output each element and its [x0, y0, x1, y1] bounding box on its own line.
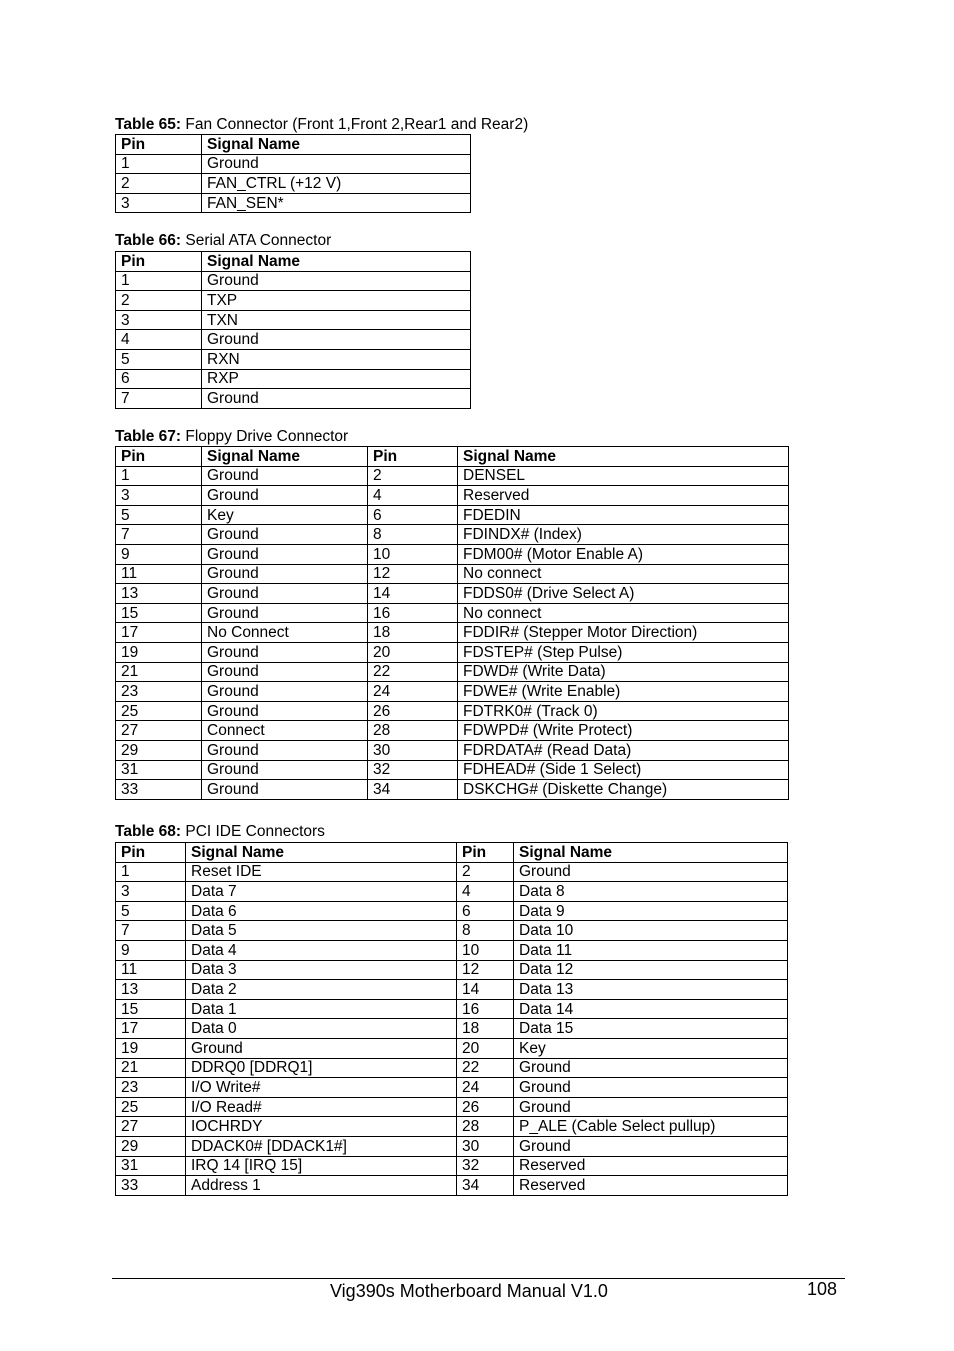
pin-cell: 13 [116, 584, 202, 604]
pin-cell: 22 [457, 1058, 514, 1078]
table-row [116, 740, 789, 760]
pin-cell: 8 [457, 921, 514, 941]
pin-cell: 7 [116, 921, 186, 941]
signal-name-cell: Reserved [514, 1156, 788, 1176]
signal-name-cell: Ground [202, 466, 368, 486]
signal-name-cell: Ground [202, 271, 471, 291]
pin-cell: 21 [116, 662, 202, 682]
pin-cell: 2 [116, 291, 202, 311]
pin-cell: 25 [116, 1097, 186, 1117]
column-header: Pin [116, 252, 202, 272]
signal-name-cell: Ground [202, 389, 471, 409]
signal-name-cell: I/O Write# [186, 1078, 457, 1098]
table-row [116, 1078, 788, 1098]
pin-cell: 14 [457, 980, 514, 1000]
column-header: Pin [116, 843, 186, 863]
signal-name-cell: Data 9 [514, 901, 788, 921]
pin-cell: 3 [116, 882, 186, 902]
table-row [116, 701, 789, 721]
signal-name-cell: FDWPD# (Write Protect) [458, 721, 789, 741]
pin-cell: 4 [457, 882, 514, 902]
table-row [116, 154, 471, 174]
pin-cell: 1 [116, 154, 202, 174]
table-row [116, 310, 471, 330]
pin-cell: 23 [116, 682, 202, 702]
signal-name-cell: Ground [202, 330, 471, 350]
column-header: Pin [368, 447, 458, 467]
signal-name-cell: FDSTEP# (Step Pulse) [458, 642, 789, 662]
pin-cell: 17 [116, 623, 202, 643]
signal-name-cell: Data 1 [186, 999, 457, 1019]
table-row [116, 525, 789, 545]
table-row [116, 642, 789, 662]
table-row [116, 193, 471, 213]
table-66-caption [115, 232, 331, 250]
column-header: Signal Name [202, 135, 471, 155]
pin-cell: 19 [116, 642, 202, 662]
pin-cell: 30 [457, 1136, 514, 1156]
table-67-caption [115, 428, 348, 446]
table-header-row [116, 252, 471, 272]
table-row [116, 980, 788, 1000]
table-row [116, 603, 789, 623]
pin-cell: 17 [116, 1019, 186, 1039]
signal-name-cell: Ground [202, 760, 368, 780]
signal-name-cell: FDHEAD# (Side 1 Select) [458, 760, 789, 780]
pin-cell: 9 [116, 940, 186, 960]
signal-name-cell: Address 1 [186, 1176, 457, 1196]
table-row [116, 291, 471, 311]
table-header-row [116, 843, 788, 863]
pin-cell: 2 [368, 466, 458, 486]
signal-name-cell: No connect [458, 564, 789, 584]
signal-name-cell: FDWE# (Write Enable) [458, 682, 789, 702]
signal-name-cell: Data 2 [186, 980, 457, 1000]
table-row [116, 1019, 788, 1039]
signal-name-cell: FAN_CTRL (+12 V) [202, 174, 471, 194]
column-header: Pin [116, 135, 202, 155]
signal-name-cell: FDEDIN [458, 505, 789, 525]
signal-name-cell: Ground [202, 525, 368, 545]
signal-name-cell: Ground [202, 780, 368, 800]
pin-cell: 8 [368, 525, 458, 545]
footer-title: Vig390s Motherboard Manual V1.0 [330, 1281, 608, 1301]
signal-name-cell: Data 4 [186, 940, 457, 960]
signal-name-cell: FDTRK0# (Track 0) [458, 701, 789, 721]
pin-cell: 26 [457, 1097, 514, 1117]
table-66-title: Serial ATA Connector [185, 232, 332, 249]
pin-cell: 1 [116, 271, 202, 291]
pin-cell: 11 [116, 960, 186, 980]
table-row [116, 271, 471, 291]
table-row [116, 662, 789, 682]
signal-name-cell: RXP [202, 369, 471, 389]
signal-name-cell: Ground [514, 1136, 788, 1156]
signal-name-cell: Key [514, 1038, 788, 1058]
pin-cell: 27 [116, 1117, 186, 1137]
signal-name-cell: Ground [202, 584, 368, 604]
signal-name-cell: TXP [202, 291, 471, 311]
table-row [116, 940, 788, 960]
pin-cell: 2 [457, 862, 514, 882]
pin-cell: 15 [116, 603, 202, 623]
signal-name-cell: Key [202, 505, 368, 525]
signal-name-cell: I/O Read# [186, 1097, 457, 1117]
signal-name-cell: Data 6 [186, 901, 457, 921]
pin-cell: 16 [368, 603, 458, 623]
signal-name-cell: FDRDATA# (Read Data) [458, 740, 789, 760]
table-row [116, 466, 789, 486]
table-row [116, 1097, 788, 1117]
table-row [116, 1038, 788, 1058]
column-header: Signal Name [202, 252, 471, 272]
pin-cell: 5 [116, 901, 186, 921]
table-row [116, 389, 471, 409]
pin-cell: 20 [368, 642, 458, 662]
signal-name-cell: Ground [202, 682, 368, 702]
table-row [116, 623, 789, 643]
table-row [116, 349, 471, 369]
pin-cell: 14 [368, 584, 458, 604]
pin-cell: 3 [116, 310, 202, 330]
pin-cell: 2 [116, 174, 202, 194]
signal-name-cell: FDDIR# (Stepper Motor Direction) [458, 623, 789, 643]
signal-name-cell: Ground [202, 544, 368, 564]
pin-cell: 6 [368, 505, 458, 525]
signal-name-cell: TXN [202, 310, 471, 330]
signal-name-cell: IRQ 14 [IRQ 15] [186, 1156, 457, 1176]
pin-cell: 7 [116, 389, 202, 409]
table-row [116, 721, 789, 741]
signal-name-cell: DDACK0# [DDACK1#] [186, 1136, 457, 1156]
pin-cell: 18 [368, 623, 458, 643]
signal-name-cell: Data 5 [186, 921, 457, 941]
column-header: Signal Name [514, 843, 788, 863]
pin-cell: 29 [116, 740, 202, 760]
signal-name-cell: Ground [202, 701, 368, 721]
signal-name-cell: Reserved [514, 1176, 788, 1196]
table-row [116, 921, 788, 941]
signal-name-cell: RXN [202, 349, 471, 369]
pin-cell: 28 [368, 721, 458, 741]
pin-cell: 10 [457, 940, 514, 960]
column-header: Pin [116, 447, 202, 467]
table-68-label: Table 68: [115, 823, 182, 840]
table-row [116, 544, 789, 564]
pin-cell: 15 [116, 999, 186, 1019]
signal-name-cell: Ground [202, 564, 368, 584]
signal-name-cell: Ground [514, 1097, 788, 1117]
pin-cell: 5 [116, 349, 202, 369]
pin-cell: 32 [457, 1156, 514, 1176]
table-66 [115, 251, 471, 409]
signal-name-cell: Ground [202, 740, 368, 760]
column-header: Signal Name [186, 843, 457, 863]
table-row [116, 1176, 788, 1196]
signal-name-cell: Reserved [458, 486, 789, 506]
table-68-caption [115, 823, 325, 841]
signal-name-cell: Ground [186, 1038, 457, 1058]
pin-cell: 6 [457, 901, 514, 921]
signal-name-cell: Reset IDE [186, 862, 457, 882]
table-row [116, 901, 788, 921]
pin-cell: 24 [457, 1078, 514, 1098]
footer-divider [112, 1278, 845, 1279]
signal-name-cell: DENSEL [458, 466, 789, 486]
table-row [116, 330, 471, 350]
signal-name-cell: Ground [202, 154, 471, 174]
signal-name-cell: Ground [202, 603, 368, 623]
signal-name-cell: Ground [202, 662, 368, 682]
table-row [116, 1156, 788, 1176]
signal-name-cell: FDINDX# (Index) [458, 525, 789, 545]
table-65-title: Fan Connector (Front 1,Front 2,Rear1 and Rear2) [185, 116, 529, 133]
signal-name-cell: P_ALE (Cable Select pullup) [514, 1117, 788, 1137]
pin-cell: 32 [368, 760, 458, 780]
signal-name-cell: Data 12 [514, 960, 788, 980]
signal-name-cell: Ground [202, 642, 368, 662]
pin-cell: 27 [116, 721, 202, 741]
pin-cell: 31 [116, 760, 202, 780]
table-row [116, 1136, 788, 1156]
pin-cell: 19 [116, 1038, 186, 1058]
table-row [116, 486, 789, 506]
pin-cell: 13 [116, 980, 186, 1000]
signal-name-cell: Ground [514, 862, 788, 882]
signal-name-cell: FAN_SEN* [202, 193, 471, 213]
table-row [116, 960, 788, 980]
table-row [116, 999, 788, 1019]
pin-cell: 34 [457, 1176, 514, 1196]
table-row [116, 584, 789, 604]
signal-name-cell: No Connect [202, 623, 368, 643]
pin-cell: 7 [116, 525, 202, 545]
signal-name-cell: No connect [458, 603, 789, 623]
pin-cell: 21 [116, 1058, 186, 1078]
pin-cell: 5 [116, 505, 202, 525]
column-header: Pin [457, 843, 514, 863]
table-65-caption [115, 116, 528, 134]
pin-cell: 11 [116, 564, 202, 584]
table-row [116, 780, 789, 800]
table-68-title: PCI IDE Connectors [185, 823, 325, 840]
table-row [116, 1117, 788, 1137]
table-65-label: Table 65: [115, 116, 182, 133]
signal-name-cell: IOCHRDY [186, 1117, 457, 1137]
signal-name-cell: Data 3 [186, 960, 457, 980]
signal-name-cell: Data 15 [514, 1019, 788, 1039]
signal-name-cell: Data 13 [514, 980, 788, 1000]
table-header-row [116, 135, 471, 155]
signal-name-cell: Ground [514, 1078, 788, 1098]
pin-cell: 33 [116, 780, 202, 800]
signal-name-cell: Ground [202, 486, 368, 506]
pin-cell: 29 [116, 1136, 186, 1156]
pin-cell: 9 [116, 544, 202, 564]
pin-cell: 12 [368, 564, 458, 584]
signal-name-cell: Data 0 [186, 1019, 457, 1039]
pin-cell: 20 [457, 1038, 514, 1058]
pin-cell: 4 [368, 486, 458, 506]
table-65 [115, 134, 471, 213]
table-row [116, 369, 471, 389]
signal-name-cell: DSKCHG# (Diskette Change) [458, 780, 789, 800]
table-row [116, 1058, 788, 1078]
pin-cell: 10 [368, 544, 458, 564]
pin-cell: 1 [116, 466, 202, 486]
table-66-label: Table 66: [115, 232, 182, 249]
table-row [116, 505, 789, 525]
pin-cell: 12 [457, 960, 514, 980]
pin-cell: 26 [368, 701, 458, 721]
signal-name-cell: FDDS0# (Drive Select A) [458, 584, 789, 604]
pin-cell: 33 [116, 1176, 186, 1196]
pin-cell: 24 [368, 682, 458, 702]
pin-cell: 4 [116, 330, 202, 350]
pin-cell: 34 [368, 780, 458, 800]
table-67-title: Floppy Drive Connector [185, 428, 349, 445]
column-header: Signal Name [202, 447, 368, 467]
signal-name-cell: Data 10 [514, 921, 788, 941]
table-67 [115, 446, 789, 800]
pin-cell: 6 [116, 369, 202, 389]
table-row [116, 882, 788, 902]
pin-cell: 28 [457, 1117, 514, 1137]
signal-name-cell: FDM00# (Motor Enable A) [458, 544, 789, 564]
table-67-label: Table 67: [115, 428, 182, 445]
pin-cell: 3 [116, 193, 202, 213]
pin-cell: 25 [116, 701, 202, 721]
table-row [116, 760, 789, 780]
table-row [116, 564, 789, 584]
signal-name-cell: Data 11 [514, 940, 788, 960]
table-row [116, 682, 789, 702]
table-row [116, 174, 471, 194]
signal-name-cell: FDWD# (Write Data) [458, 662, 789, 682]
pin-cell: 3 [116, 486, 202, 506]
table-header-row [116, 447, 789, 467]
pin-cell: 16 [457, 999, 514, 1019]
page-number: 108 [807, 1279, 838, 1299]
signal-name-cell: Data 14 [514, 999, 788, 1019]
signal-name-cell: DDRQ0 [DDRQ1] [186, 1058, 457, 1078]
pin-cell: 22 [368, 662, 458, 682]
pin-cell: 1 [116, 862, 186, 882]
column-header: Signal Name [458, 447, 789, 467]
pin-cell: 18 [457, 1019, 514, 1039]
pin-cell: 30 [368, 740, 458, 760]
pin-cell: 23 [116, 1078, 186, 1098]
pin-cell: 31 [116, 1156, 186, 1176]
signal-name-cell: Ground [514, 1058, 788, 1078]
table-68 [115, 842, 788, 1196]
table-row [116, 862, 788, 882]
signal-name-cell: Connect [202, 721, 368, 741]
signal-name-cell: Data 8 [514, 882, 788, 902]
signal-name-cell: Data 7 [186, 882, 457, 902]
